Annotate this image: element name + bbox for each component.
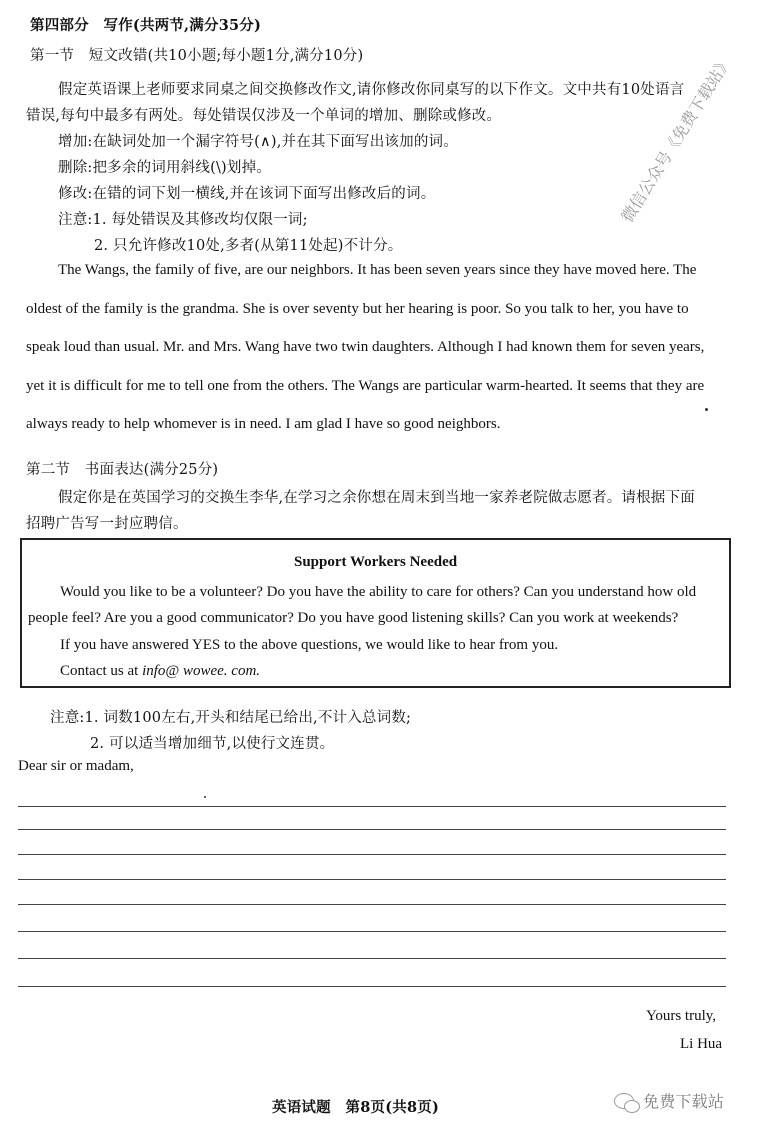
passage-line: oldest of the family is the grandma. She is over seventy but her hearing is poor. So you talk to her, you have to — [26, 301, 689, 317]
ink-dot — [204, 796, 206, 798]
writing-line — [18, 986, 726, 987]
section1-title: 第一节 短文改错(共10小题;每小题1分,满分10分) — [30, 48, 364, 64]
writing-line — [18, 931, 726, 932]
wechat-icon-bubble — [624, 1100, 640, 1113]
passage-line: yet it is difficult for me to tell one from the others. The Wangs are particular warm-hearted. It seems that they are — [26, 378, 705, 394]
writing-line — [18, 904, 726, 905]
salutation: Dear sir or madam, — [18, 758, 134, 774]
ad-contact-prefix: Contact us at — [60, 663, 143, 679]
ad-contact-email: info@ wowee. com. — [142, 663, 261, 679]
writing-line — [18, 829, 726, 830]
note1: 注意:1. 每处错误及其修改均仅限一词; — [58, 212, 308, 228]
section1-intro-line1: 假定英语课上老师要求同桌之间交换修改作文,请你修改你同桌写的以下作文。文中共有10处语言 — [58, 82, 685, 98]
writing-line — [18, 854, 726, 855]
ad-box — [20, 538, 731, 688]
passage-line: always ready to help whomever is in need. I am glad I have so good neighbors. — [26, 416, 501, 432]
section2-title: 第二节 书面表达(满分25分) — [26, 462, 219, 478]
part-title: 第四部分 写作(共两节,满分35分) — [30, 17, 262, 34]
ad-heading: Support Workers Needed — [294, 554, 458, 570]
logo-text: 免费下载站 — [643, 1092, 725, 1111]
signature: Li Hua — [680, 1036, 723, 1052]
writing-line — [18, 806, 726, 807]
ink-dot — [705, 408, 708, 411]
section1-intro-line2: 错误,每句中最多有两处。每处错误仅涉及一个单词的增加、删除或修改。 — [26, 108, 502, 124]
note2: 2. 只允许修改10处,多者(从第11处起)不计分。 — [94, 238, 403, 254]
ad-line3: If you have answered YES to the above questions, we would like to hear from you. — [60, 637, 559, 653]
modify-rule: 修改:在错的词下划一横线,并在该词下面写出修改后的词。 — [58, 186, 436, 202]
ad-line2: people feel? Are you a good communicator? Do you have good listening skills? Can you work at weekends? — [28, 610, 679, 626]
ad-line1: Would you like to be a volunteer? Do you have the ability to care for others? Can you understand how old — [60, 584, 697, 600]
writing-line — [18, 879, 726, 880]
page-footer: 英语试题 第8页(共8页) — [272, 1099, 439, 1116]
ad-contact — [60, 663, 260, 680]
watermark-text: 微信公众号《免费下载站》 — [617, 52, 736, 226]
add-rule: 增加:在缺词处加一个漏字符号(∧),并在其下面写出该加的词。 — [58, 134, 458, 150]
passage-line: speak loud than usual. Mr. and Mrs. Wang have two twin daughters. Although I had known them for seven years, — [26, 339, 705, 355]
delete-rule: 删除:把多余的词用斜线(\)划掉。 — [58, 160, 271, 176]
section2-intro-line2: 招聘广告写一封应聘信。 — [26, 516, 188, 532]
section2-note2: 2. 可以适当增加细节,以使行文连贯。 — [90, 736, 335, 752]
closing: Yours truly, — [646, 1008, 717, 1024]
section2-intro-line1: 假定你是在英国学习的交换生李华,在学习之余你想在周末到当地一家养老院做志愿者。请根据下面 — [58, 490, 695, 506]
section2-note1: 注意:1. 词数100左右,开头和结尾已给出,不计入总词数; — [50, 710, 412, 726]
writing-line — [18, 958, 726, 959]
passage-line: The Wangs, the family of five, are our neighbors. It has been seven years since they have moved here. The — [58, 262, 697, 278]
